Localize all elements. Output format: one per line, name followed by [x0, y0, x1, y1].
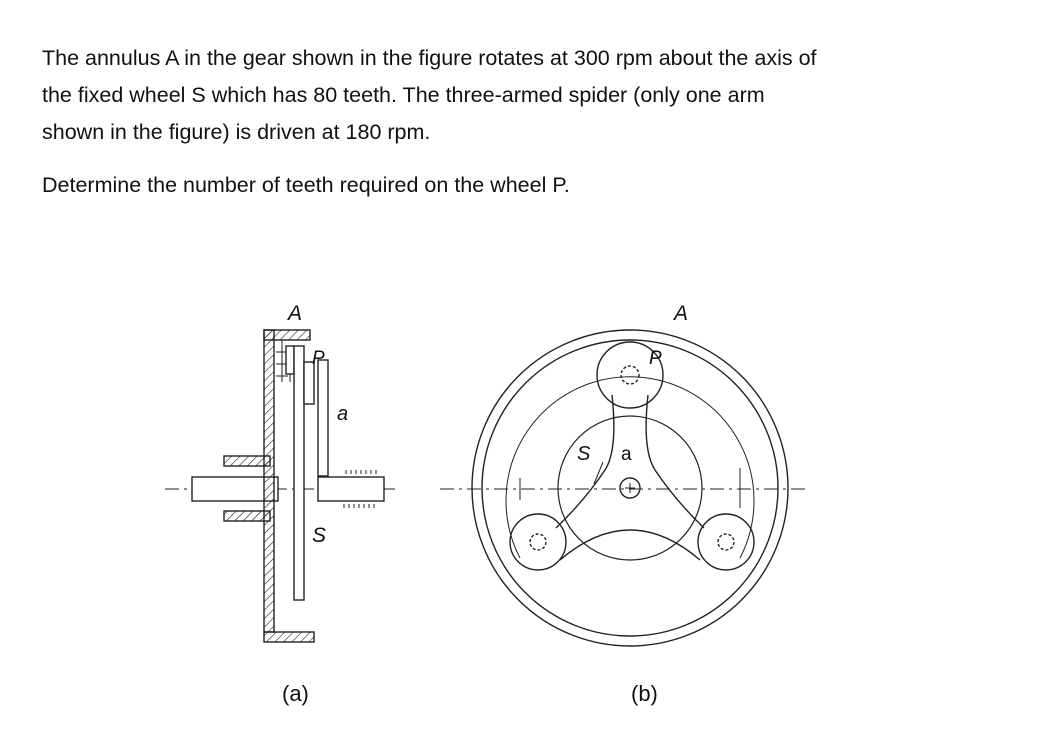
- planet-pin-left: [530, 534, 546, 550]
- label-b-annulus: A: [674, 302, 689, 325]
- annulus-wall: [264, 330, 274, 632]
- annulus-teeth: [286, 346, 294, 374]
- figure-b-front-view: [440, 330, 805, 646]
- planet-wheel-left: [510, 514, 566, 570]
- problem-line-1: The annulus A in the gear shown in the figure rotates at 300 rpm about the axis of: [42, 46, 817, 70]
- annulus-bottom-rim: [264, 632, 314, 642]
- problem-line-2: the fixed wheel S which has 80 teeth. The three-armed spider (only one arm: [42, 83, 765, 107]
- planet-pin-right: [718, 534, 734, 550]
- figure-a-side-view: [165, 330, 400, 642]
- problem-line-3: shown in the figure) is driven at 180 rpm.: [42, 120, 431, 144]
- caption-a: (a): [282, 681, 309, 706]
- label-a-arm: a: [337, 403, 349, 425]
- planet-pin-top: [621, 366, 639, 384]
- annulus-hub-lower: [224, 511, 270, 521]
- problem-question: Determine the number of teeth required on the wheel P.: [42, 173, 570, 197]
- sun-wheel-s: [294, 346, 304, 600]
- caption-b: (b): [631, 681, 658, 706]
- sun-leader-line: [594, 462, 603, 484]
- annulus-top-rim: [264, 330, 310, 340]
- planet-pitch-circle: [506, 377, 754, 558]
- label-a-planet: P: [312, 348, 325, 369]
- label-a-annulus: A: [288, 302, 303, 325]
- label-b-planet: P: [649, 348, 662, 369]
- label-b-sun: S: [577, 443, 591, 465]
- label-b-arm: a: [621, 444, 632, 465]
- output-shaft: [318, 477, 384, 501]
- annulus-hub-upper: [224, 456, 270, 466]
- planet-wheel-right: [698, 514, 754, 570]
- spider-arm-a: [318, 360, 328, 476]
- label-a-sun: S: [312, 524, 327, 547]
